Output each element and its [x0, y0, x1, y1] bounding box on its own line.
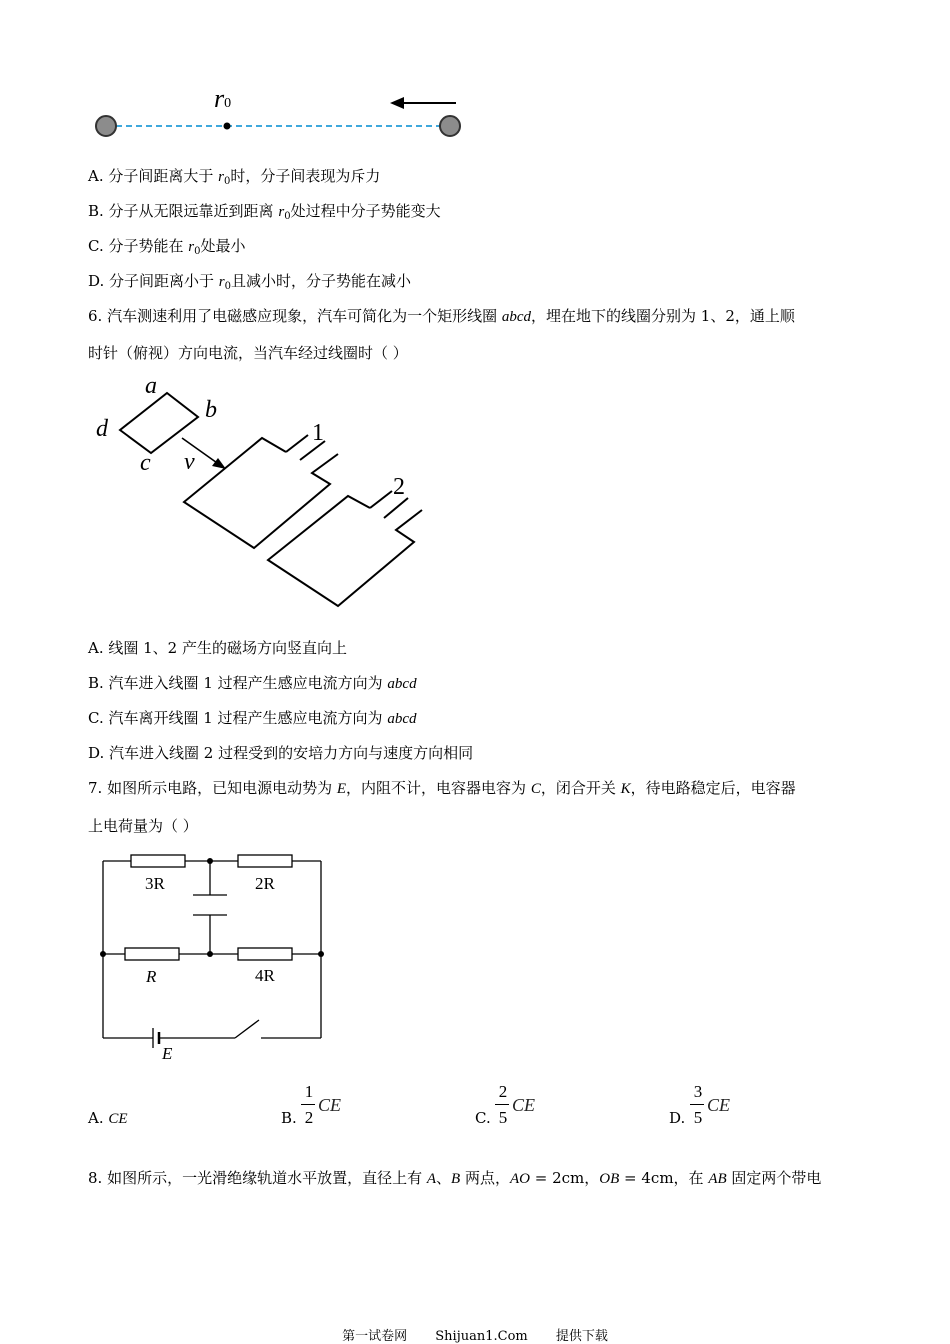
label-3R: 3R: [145, 874, 165, 893]
q7-option-c: C.: [475, 1109, 491, 1127]
label-b: b: [205, 397, 217, 423]
q5-option-b: B. 分子从无限远靠近到距离 $r_0$处过程中分子势能变大: [88, 202, 441, 222]
q7-option-b-fraction-bar: [301, 1104, 315, 1105]
label-coil-2: 2: [393, 474, 405, 500]
q7-option-d-numerator: 3: [693, 1082, 703, 1101]
q6-stem-line2: 时针（俯视）方向电流，当汽车经过线圈时（ ）: [88, 344, 408, 362]
q7-stem-line2: 上电荷量为（ ）: [88, 817, 198, 835]
q7-option-c-numerator: 2: [498, 1082, 508, 1101]
circuit-figure: [95, 850, 335, 1050]
label-d: d: [96, 416, 108, 442]
q7-option-d-denominator: 5: [693, 1108, 703, 1127]
label-a: a: [145, 373, 157, 399]
q7-option-b-denominator: 2: [304, 1108, 314, 1127]
label-coil-1: 1: [312, 420, 324, 446]
coil-figure: [90, 370, 430, 610]
label-R: R: [146, 967, 157, 986]
molecule-figure: [90, 88, 470, 143]
q5-option-d: D. 分子间距离小于 $r_0$且减小时，分子势能在减小: [88, 272, 412, 292]
q7-option-b: B.: [281, 1109, 297, 1127]
label-v: v: [184, 449, 195, 475]
q8-stem-line1: 8. 如图所示，一光滑绝缘轨道水平放置，直径上有 A、B 两点，AO = 2cm，OB = 4cm，在 AB 固定两个带电: [88, 1169, 822, 1187]
q6-option-c: C. 汽车离开线圈 1 过程产生感应电流方向为 abcd: [88, 709, 417, 727]
q7-option-d-fraction-bar: [690, 1104, 704, 1105]
r0-label: r0: [214, 84, 232, 113]
q6-option-b: B. 汽车进入线圈 1 过程产生感应电流方向为 abcd: [88, 674, 417, 692]
label-E: E: [162, 1044, 173, 1063]
q7-option-d: D.: [669, 1109, 686, 1127]
q7-stem-line1: 7. 如图所示电路，已知电源电动势为 E，内阻不计，电容器电容为 C，闭合开关 K，待电路稳定后，电容器: [88, 779, 796, 797]
q6-stem-line1: 6. 汽车测速利用了电磁感应现象，汽车可简化为一个矩形线圈 abcd，埋在地下的线圈分别为 1、2，通上顺: [88, 307, 795, 325]
q6-option-a: A. 线圈 1、2 产生的磁场方向竖直向上: [88, 639, 347, 657]
label-2R: 2R: [255, 874, 275, 893]
q7-option-c-value: CE: [512, 1095, 536, 1115]
footer-domain-link[interactable]: Shijuan1.Com: [435, 1329, 528, 1344]
q5-option-a: A. 分子间距离大于 $r_0$时，分子间表现为斥力: [88, 167, 381, 187]
q7-option-a: A. CE: [88, 1109, 128, 1127]
q7-option-c-fraction-bar: [495, 1104, 509, 1105]
q7-option-b-numerator: 1: [304, 1082, 314, 1101]
q6-option-d: D. 汽车进入线圈 2 过程受到的安培力方向与速度方向相同: [88, 744, 474, 762]
q7-option-b-value: CE: [318, 1095, 342, 1115]
footer-site-name: 第一试卷网: [342, 1329, 408, 1344]
label-c: c: [140, 450, 151, 476]
footer-download-text: 提供下载: [555, 1329, 608, 1344]
label-4R: 4R: [255, 966, 275, 985]
q7-option-c-denominator: 5: [498, 1108, 508, 1127]
page-footer: [0, 1325, 950, 1344]
q5-option-c: C. 分子势能在 $r_0$处最小: [88, 237, 246, 257]
q7-option-d-value: CE: [707, 1095, 731, 1115]
